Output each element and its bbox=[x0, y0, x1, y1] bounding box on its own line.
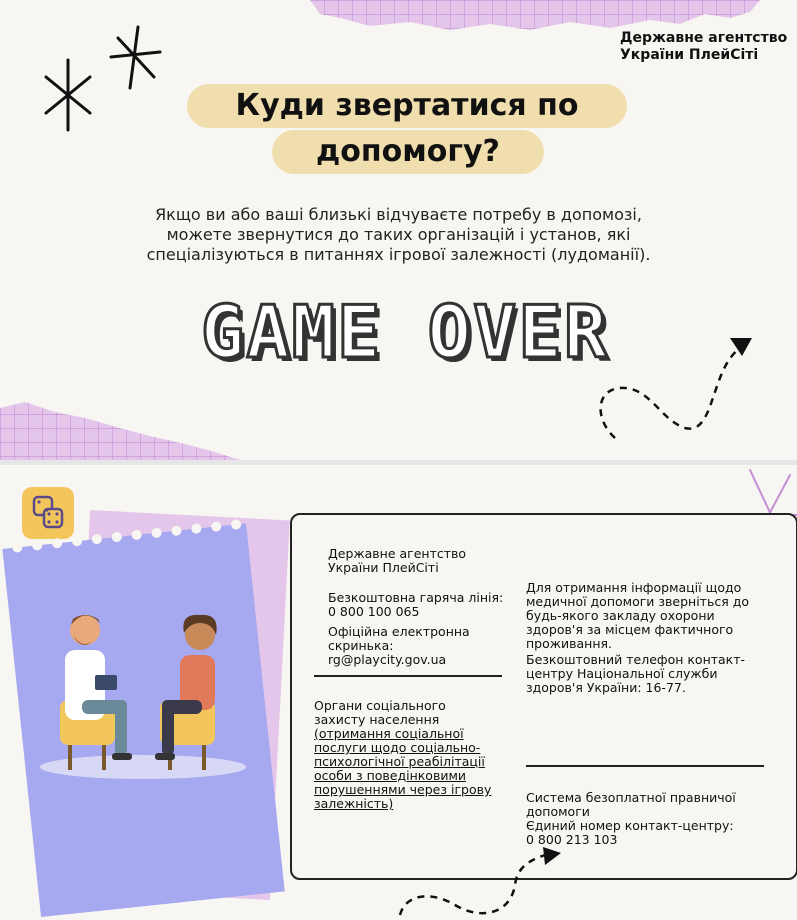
therapy-illustration bbox=[40, 605, 255, 785]
sparkle-icon bbox=[38, 55, 98, 135]
intro-line: можете звернутися до таких організацій і установ, які bbox=[166, 225, 631, 244]
social-text: Органи соціального bbox=[314, 698, 446, 713]
social-link-line[interactable]: (отримання соціальної bbox=[314, 726, 464, 741]
hotline-block bbox=[328, 591, 508, 619]
legal-aid-block bbox=[526, 791, 776, 847]
social-link-line[interactable]: порушеннями через ігрову bbox=[314, 782, 492, 797]
page-title-line1: Куди звертатися по bbox=[187, 84, 627, 128]
email-label: Офіційна електронна bbox=[328, 624, 470, 639]
agency-name-line1: Державне агентство bbox=[328, 546, 467, 561]
game-over-heading: GAME OVER bbox=[200, 290, 610, 374]
social-link-line[interactable]: послуги щодо соціально- bbox=[314, 740, 481, 755]
legal-text: допомоги bbox=[526, 804, 590, 819]
contacts-card bbox=[290, 513, 797, 880]
social-link-line[interactable]: залежність) bbox=[314, 796, 394, 811]
intro-line: Якщо ви або ваші близькі відчуваєте потребу в допомозі, bbox=[155, 205, 642, 224]
medical-text: будь-якого закладу охорони bbox=[526, 608, 715, 623]
page-title-line2: допомогу? bbox=[272, 130, 544, 174]
intro-line: спеціалізуються в питаннях ігрової залежності (лудоманії). bbox=[146, 245, 651, 264]
legal-phone[interactable]: 0 800 213 103 bbox=[526, 832, 618, 847]
social-link-line[interactable]: психологічної реабілітації bbox=[314, 754, 485, 769]
agency-name-line1: Державне агентство bbox=[620, 30, 788, 46]
nhsu-text: здоров'я України: 16-77. bbox=[526, 680, 686, 695]
hotline-label: Безкоштовна гаряча лінія: bbox=[328, 590, 504, 605]
medical-help-block bbox=[526, 581, 776, 651]
intro-text bbox=[110, 205, 687, 265]
email-block bbox=[328, 625, 508, 667]
dashed-arrow-icon bbox=[395, 845, 575, 920]
nhsu-text: Безкоштовний телефон контакт- bbox=[526, 652, 746, 667]
divider-line bbox=[526, 765, 764, 767]
slide-contacts bbox=[0, 465, 797, 920]
medical-text: медичної допомоги зверніться до bbox=[526, 594, 749, 609]
legal-text: Єдиний номер контакт-центру: bbox=[526, 818, 734, 833]
medical-text: Для отримання інформації щодо bbox=[526, 580, 742, 595]
agency-name-line2: України ПлейСіті bbox=[620, 47, 759, 63]
agency-block bbox=[328, 547, 498, 575]
bottom-grid-paper-decoration bbox=[0, 400, 240, 460]
divider-line bbox=[314, 675, 502, 677]
social-link-line[interactable]: особи з поведінковими bbox=[314, 768, 467, 783]
medical-text: здоров'я за місцем фактичного bbox=[526, 622, 734, 637]
social-service-link[interactable] bbox=[314, 727, 514, 811]
agency-name-line2: України ПлейСіті bbox=[328, 560, 439, 575]
email-label: скринька: bbox=[328, 638, 394, 653]
hotline-number[interactable]: 0 800 100 065 bbox=[328, 604, 420, 619]
agency-name bbox=[620, 30, 790, 64]
nhsu-block bbox=[526, 653, 776, 695]
social-protection-block bbox=[314, 699, 514, 811]
legal-text: Система безоплатної правничої bbox=[526, 790, 736, 805]
medical-text: проживання. bbox=[526, 636, 613, 651]
email-address[interactable]: rg@playcity.gov.ua bbox=[328, 652, 447, 667]
social-text: захисту населення bbox=[314, 712, 440, 727]
sparkle-icon bbox=[108, 22, 163, 92]
nhsu-text: центру Національної служби bbox=[526, 666, 718, 681]
dashed-arrow-icon bbox=[590, 330, 760, 450]
